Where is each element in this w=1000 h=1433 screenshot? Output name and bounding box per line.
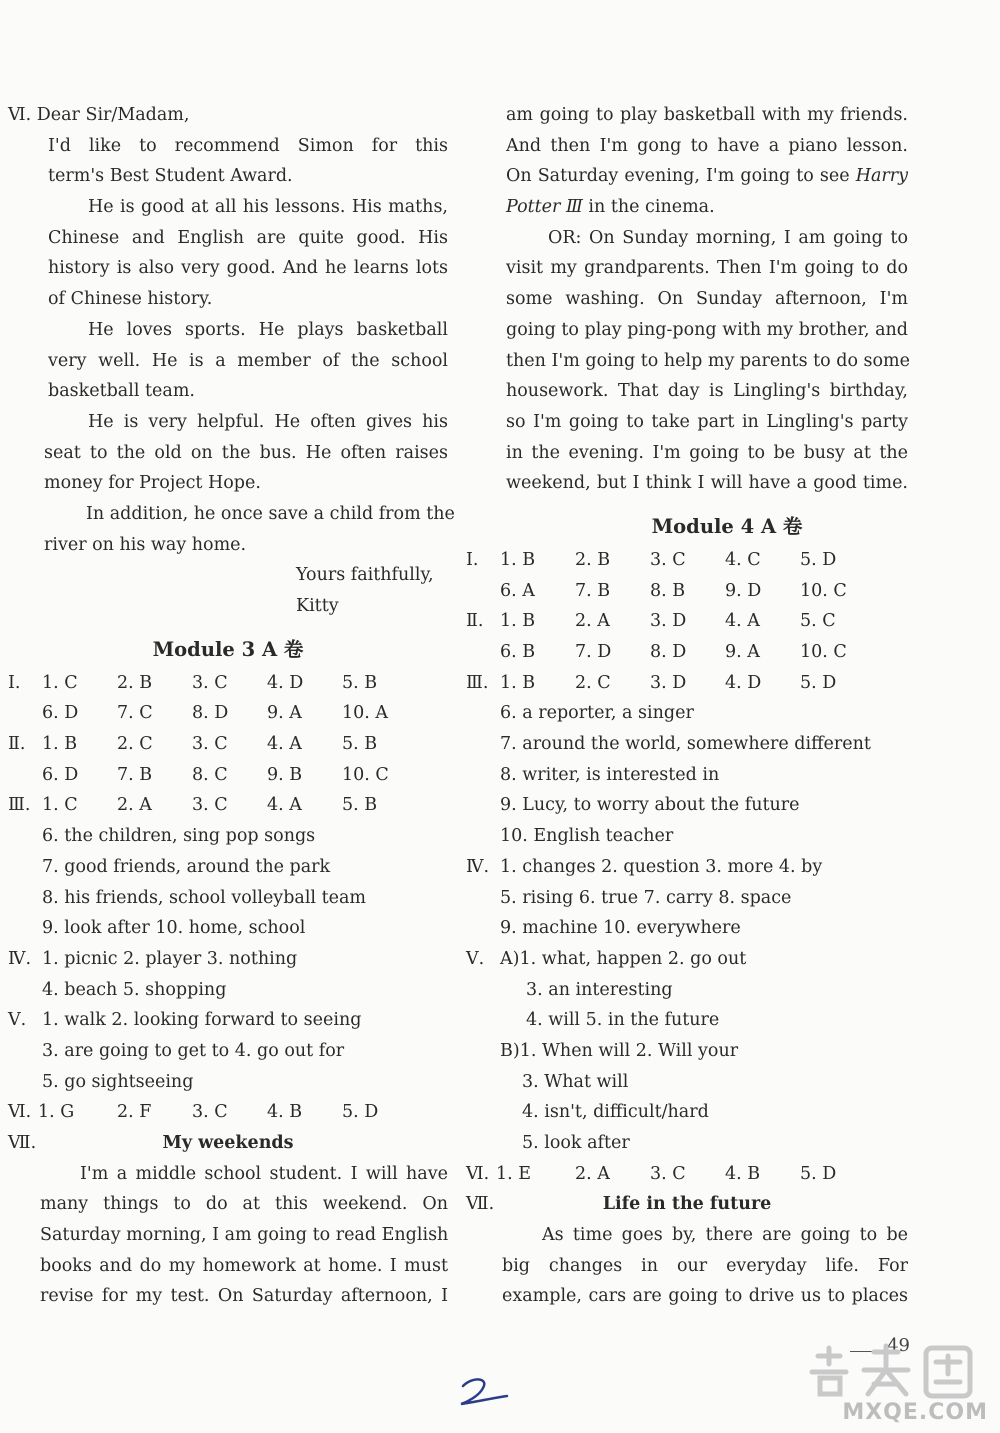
right-column (466, 100, 911, 1312)
m4-s3-item: 7. around the world, somewhere different (500, 734, 871, 755)
answer: 1. B (500, 549, 536, 570)
section-label: Ⅳ. (466, 856, 490, 877)
m3-s5-line: 3. are going to get to 4. go out for (42, 1040, 345, 1061)
essay-line: then I'm going to help my parents to do some (506, 350, 911, 371)
m3-s5-line: 5. go sightseeing (42, 1071, 194, 1092)
answer: 5. D (800, 1163, 837, 1184)
m4-s5-line: 4. isn't, difficult/hard (522, 1102, 709, 1123)
m4-s4-line (466, 852, 908, 883)
section-label: Ⅵ. (8, 1102, 32, 1123)
answer: 6. A (500, 580, 535, 601)
essay-title: My weekends (162, 1133, 294, 1153)
essay-line: example, cars are going to drive us to places (502, 1286, 908, 1307)
m3-s2-row1 (8, 729, 448, 760)
answer: 5. D (800, 549, 837, 570)
letter-line: very well. He is a member of the school (48, 350, 448, 371)
m3-s1-row2 (8, 698, 448, 729)
answer: 1. E (496, 1163, 532, 1184)
m4-s5-line: 3. What will (522, 1071, 629, 1092)
answer: 3. C (192, 795, 228, 816)
letter-line: seat to the old on the bus. He often raises (44, 442, 448, 463)
essay-line: revise for my test. On Saturday afternoon, I (40, 1286, 448, 1307)
section-label: Ⅱ. (466, 611, 484, 632)
answer: 8. D (650, 642, 687, 662)
answer: 9. A (725, 642, 760, 662)
section-label: Ⅶ. (8, 1133, 37, 1153)
answer: 6. D (42, 764, 79, 785)
m3-s3-item: 9. look after 10. home, school (42, 918, 306, 939)
answer-line: 1. walk 2. looking forward to seeing (42, 1010, 362, 1031)
answer: 1. C (42, 795, 78, 816)
module3-title: Module 3 A 卷 (152, 637, 304, 661)
answer-line: 1. picnic 2. player 3. nothing (42, 948, 298, 969)
m3-s2-row2 (8, 760, 448, 791)
answer: 7. D (575, 642, 612, 662)
essay-line: housework. That day is Lingling's birthday, (506, 381, 908, 402)
answer: 3. C (650, 1163, 686, 1184)
letter-line: In addition, he once save a child from the (86, 503, 455, 524)
answer: 3. C (650, 549, 686, 570)
m4-s2-row1 (466, 606, 908, 637)
section-label: Ⅰ. (466, 549, 479, 570)
answer: 2. C (117, 734, 153, 755)
essay-line (466, 161, 908, 192)
letter-line: term's Best Student Award. (48, 166, 293, 187)
answer: 8. B (650, 580, 686, 601)
essay-line: visit my grandparents. Then I'm going to do (506, 258, 908, 279)
essay-line: in the evening. I'm going to be busy at the (506, 442, 908, 463)
page-number: 49 (887, 1335, 910, 1356)
m4-s5-line: 3. an interesting (526, 979, 673, 1000)
answer: 3. D (650, 672, 687, 693)
letter-line: basketball team. (48, 381, 195, 402)
answer: 5. C (800, 611, 836, 632)
letter-line: He is very helpful. He often gives his (88, 411, 448, 432)
answer: 4. D (725, 672, 762, 693)
m4-s3-item: 8. writer, is interested in (500, 764, 720, 785)
answer: 6. D (42, 703, 79, 724)
m3-s3-item: 6. the children, sing pop songs (42, 826, 316, 847)
answer: 6. B (500, 642, 536, 662)
answer: 4. D (267, 672, 304, 693)
answer: 2. B (575, 549, 611, 570)
answer-line: A)1. what, happen 2. go out (500, 948, 747, 969)
m4-s5-line (466, 944, 908, 975)
essay-text: in the cinema. (582, 197, 715, 218)
pen-scribble-icon (455, 1372, 515, 1412)
answer: 2. C (575, 672, 611, 693)
letter-line: money for Project Hope. (44, 473, 261, 494)
answer: 4. A (725, 611, 760, 632)
m4-s3-item: 10. English teacher (500, 826, 674, 847)
answer: 2. B (117, 672, 153, 693)
answer: 5. D (342, 1102, 379, 1123)
essay-line: And then I'm gong to have a piano lesson. (506, 135, 908, 156)
answer: 10. C (800, 580, 847, 601)
essay-line: going to play ping-pong with my brother, and (506, 319, 908, 340)
m3-s7-heading (8, 1128, 448, 1159)
m4-s5-line: 5. look after (522, 1133, 630, 1153)
section-label: Ⅱ. (8, 734, 26, 755)
section-label: Ⅴ. (8, 1010, 27, 1031)
answer: 4. B (267, 1102, 303, 1123)
answer: 2. F (117, 1102, 152, 1123)
module4-title: Module 4 A 卷 (651, 514, 803, 538)
essay-text: On Saturday evening, I'm going to see (506, 166, 850, 187)
answer: 8. D (192, 703, 229, 724)
letter-line: I'd like to recommend Simon for this (48, 135, 448, 156)
essay-line: so I'm going to take part in Lingling's party (506, 411, 908, 432)
answer-line: 1. changes 2. question 3. more 4. by (500, 856, 823, 877)
answer: 1. G (38, 1102, 75, 1123)
m4-s3-item: 9. Lucy, to worry about the future (500, 795, 800, 816)
m3-s4-line (8, 944, 448, 975)
m3-s5-line (8, 1005, 448, 1036)
answer: 4. B (725, 1163, 761, 1184)
letter-line: He is good at all his lessons. His maths, (88, 197, 448, 218)
answer: 4. A (267, 795, 302, 816)
m3-s1-row1 (8, 668, 448, 699)
answer: 9. D (725, 580, 762, 601)
essay-line: I'm a middle school student. I will have (80, 1163, 448, 1184)
answer: 10. C (342, 764, 389, 785)
answer: 3. C (192, 672, 228, 693)
m4-s1-row1 (466, 545, 908, 576)
section-label: Ⅰ. (8, 672, 21, 693)
essay-line: many things to do at this weekend. On (40, 1194, 448, 1215)
answer: 3. D (650, 611, 687, 632)
watermark-text: MXQE.COM (842, 1400, 988, 1425)
answer: 10. C (800, 642, 847, 662)
answer: 9. B (267, 764, 303, 785)
answer: 5. B (342, 672, 378, 693)
m4-s5-line: B)1. When will 2. Will your (500, 1040, 739, 1061)
answer: 7. B (117, 764, 153, 785)
letter-signature: Kitty (296, 596, 339, 616)
letter-line: Chinese and English are quite good. His (48, 227, 448, 248)
answer: 3. C (192, 1102, 228, 1123)
m3-s3-item: 8. his friends, school volleyball team (42, 887, 366, 908)
letter-closing: Yours faithfully, (296, 565, 434, 586)
m4-s7-heading (466, 1189, 908, 1220)
answer: 7. C (117, 703, 153, 724)
essay-line: books and do my homework at home. I must (40, 1255, 448, 1276)
answer: 2. A (575, 611, 610, 632)
essay-line: weekend, but I think I will have a good time. (506, 473, 908, 494)
m4-s6-row (466, 1159, 908, 1190)
answer: 5. B (342, 734, 378, 755)
m3-s4-line: 4. beach 5. shopping (42, 979, 227, 1000)
essay-line: big changes in our everyday life. For (502, 1255, 908, 1276)
m4-s4-line: 9. machine 10. everywhere (500, 918, 741, 939)
letter-heading: Ⅵ. Dear Sir/Madam, (8, 105, 190, 125)
answer: 1. B (42, 734, 78, 755)
answer: 1. C (42, 672, 78, 693)
answer: 4. A (267, 734, 302, 755)
section-label: Ⅲ. (466, 672, 489, 693)
letter-line: of Chinese history. (48, 289, 213, 310)
answer: 5. D (800, 672, 837, 693)
answer: 5. B (342, 795, 378, 816)
left-column (8, 100, 455, 1312)
essay-line: OR: On Sunday morning, I am going to (548, 227, 908, 248)
movie-title: Harry (855, 166, 908, 187)
m4-s4-line: 5. rising 6. true 7. carry 8. space (500, 887, 792, 908)
answer: 1. B (500, 611, 536, 632)
essay-line: am going to play basketball with my friends. (506, 105, 908, 125)
m4-s5-line: 4. will 5. in the future (526, 1010, 720, 1031)
answer: 1. B (500, 672, 536, 693)
answer: 9. A (267, 703, 302, 724)
letter-line: He loves sports. He plays basketball (88, 319, 448, 340)
section-label: Ⅵ. (466, 1163, 490, 1184)
m3-s3-item: 7. good friends, around the park (42, 856, 331, 877)
essay-line: As time goes by, there are going to be (542, 1225, 908, 1246)
section-label: Ⅶ. (466, 1194, 495, 1215)
answer: 2. A (117, 795, 152, 816)
answer: 8. C (192, 764, 228, 785)
m3-s3-row1 (8, 790, 448, 821)
answer: 4. C (725, 549, 761, 570)
m4-s3-item: 6. a reporter, a singer (500, 703, 694, 724)
movie-title: Potter Ⅲ (506, 197, 583, 218)
m4-s1-row2 (466, 576, 908, 607)
answer: 7. B (575, 580, 611, 601)
answer: 10. A (342, 703, 389, 724)
section-label: Ⅲ. (8, 795, 31, 816)
m4-s3-row1 (466, 668, 908, 699)
section-label: Ⅴ. (466, 948, 485, 969)
essay-line: some washing. On Sunday afternoon, I'm (506, 289, 908, 310)
letter-line: river on his way home. (44, 534, 247, 555)
essay-line: Saturday morning, I am going to read English (40, 1225, 449, 1246)
m4-s2-row2 (466, 637, 908, 668)
answer: 3. C (192, 734, 228, 755)
section-label: Ⅳ. (8, 948, 32, 969)
m3-s6-row (8, 1097, 448, 1128)
answer: 2. A (575, 1163, 610, 1184)
essay-title: Life in the future (602, 1194, 772, 1215)
essay-line (466, 192, 908, 223)
letter-line: history is also very good. And he learns lots (48, 258, 448, 279)
